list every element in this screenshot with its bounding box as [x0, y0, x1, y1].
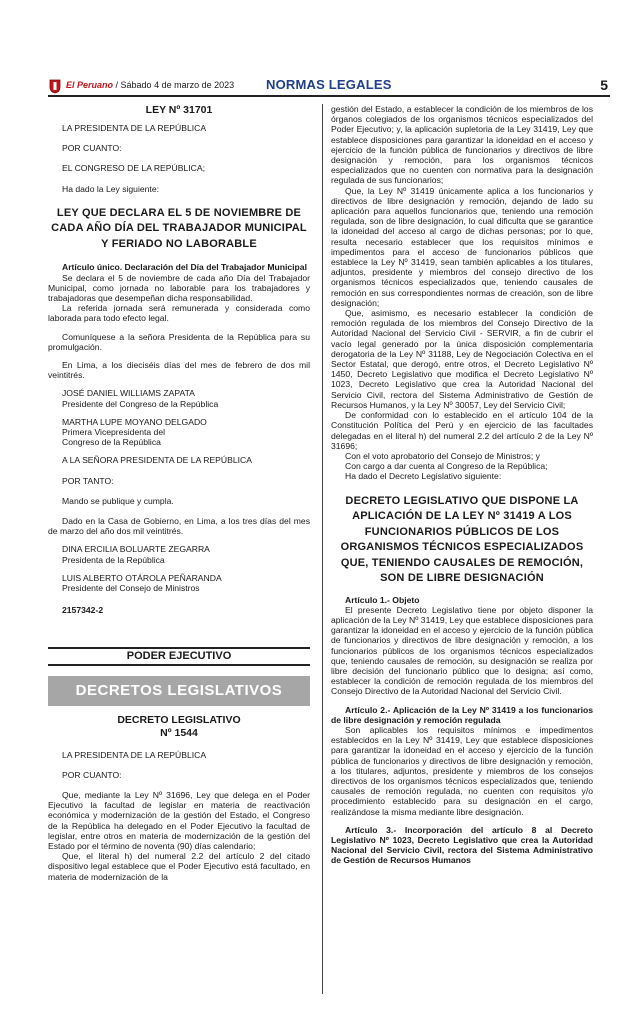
coat-of-arms-icon — [48, 78, 62, 94]
signatory-role: Presidente del Congreso de la República — [62, 398, 219, 409]
decree-heading: DECRETO LEGISLATIVO QUE DISPONE LA APLICACIÓN DE LA LEY Nº 31419 A LOS FUNCIONARIOS PÚBLICOS DE LOS ORGANISMOS TÉCNICOS ESPECIALIZADOS QUE, TENIENDO CAUSALES DE REMOCIÓN, SON DE LIBRE DESIGNACIÓN — [340, 494, 584, 585]
decree-paragraph: Que, asimismo, es necesario establecer la condición de remoción regulada de los miembros del Consejo Directivo de la Autoridad Nacional del Servicio Civil - SERVIR, a fin de cubrir el vacío legal generado por la única disposición complementaria derogatoria de la Ley Nº 31188, Ley de Negociación Colectiva en el Sector Estatal, que derogó, entre otros, el Decreto Legislativo Nº 1450, Decreto Legislativo que modifica el Decreto Legislativo Nº 1023, Decreto Legislativo que crea la Autoridad Nacional del Servicio Civil, rectora del Sistema Administrativo de Gestión de Recursos Humanos, y la Ley Nº 30057, Ley del Servicio Civil; — [331, 308, 593, 410]
page-header — [48, 76, 610, 98]
signature-block — [48, 573, 310, 593]
header-rule — [48, 95, 610, 97]
publication-date: / Sábado 4 de marzo de 2023 — [115, 80, 235, 90]
article-paragraph: Se declara el 5 de noviembre de cada año Día del Trabajador Municipal, como jornada no laborable para los trabajadores y trabajadoras que desempeñan dicha responsabilidad. — [48, 272, 310, 303]
decree-title: DECRETO LEGISLATIVO — [117, 713, 241, 726]
law-preamble-3: EL CONGRESO DE LA REPÚBLICA; — [62, 163, 205, 174]
decree-preamble-2: POR CUANTO: — [62, 769, 122, 780]
decree-paragraph: Ha dado el Decreto Legislativo siguiente: — [345, 471, 502, 482]
law-title: LEY Nº 31701 — [145, 104, 213, 116]
mando-text: Mando se publique y cumpla. — [62, 495, 174, 506]
signatory-name: LUIS ALBERTO OTÁROLA PEÑARANDA — [62, 572, 222, 583]
left-column — [48, 104, 310, 882]
decree-number: Nº 1544 — [160, 726, 198, 739]
publication-line — [66, 80, 234, 90]
publication-name: El Peruano — [66, 80, 114, 90]
decree-paragraph: Con el voto aprobatorio del Consejo de Ministros; y — [345, 450, 540, 461]
article-2-text: Son aplicables los requisitos mínimos e impedimentos establecidos en la Ley Nº 31419, Ley que establece disposiciones para garantizar la idoneidad en el acceso y ejercicio de la función pública de funcionarios y directivos de libre designación y remoción, a los titulares, adjuntos, presidente y miembros de los consejos directivos de los organismos técnicos especializados que, teniendo causales de remoción regulada, no cuenten con requisitos y/o procedimiento establecido para su designación en el cargo, realizándose la misma mediante libre designación. — [331, 724, 593, 817]
signatory-role: Primera Vicepresidenta del — [62, 426, 166, 437]
article-1-title: Artículo 1.- Objeto — [345, 594, 420, 605]
article-1-text: El presente Decreto Legislativo tiene por objeto disponer la aplicación de la Ley Nº 31419, Ley que establece disposiciones para garantizar la idoneidad en el acceso y ejercicio de la función pública de funcionarios y directivos de libre designación y remoción, a los funcionarios públicos de los organismos técnicos especializados que, teniendo causales de remoción, su designación se realiza por libre decisión del funcionario público que lo designa; así como, establecer la condición de remoción regulada de los miembros del Consejo Directivo de la Autoridad Nacional del Servicio Civil. — [331, 604, 593, 697]
law-heading: LEY QUE DECLARA EL 5 DE NOVIEMBRE DE CADA AÑO DÍA DEL TRABAJADOR MUNICIPAL Y FERIADO NO LABORABLE — [51, 206, 307, 250]
law-preamble-2: POR CUANTO: — [62, 143, 122, 154]
signature-block — [48, 388, 310, 408]
date-place-text: En Lima, a los dieciséis días del mes de febrero de dos mil veintitrés. — [48, 359, 310, 381]
column-divider — [322, 104, 323, 994]
law-preamble-1: LA PRESIDENTA DE LA REPÚBLICA — [62, 123, 207, 133]
addressee-line: A LA SEÑORA PRESIDENTA DE LA REPÚBLICA — [62, 455, 252, 466]
decretos-legislativos-banner: DECRETOS LEGISLATIVOS — [48, 676, 310, 706]
signatory-role: Presidente del Consejo de Ministros — [62, 582, 200, 593]
signatory-name: DINA ERCILIA BOLUARTE ZEGARRA — [62, 544, 210, 555]
decree-paragraph: Con cargo a dar cuenta al Congreso de la República; — [345, 461, 548, 472]
signatory-name: JOSÉ DANIEL WILLIAMS ZAPATA — [62, 388, 195, 399]
article-paragraph: La referida jornada será remunerada y considerada como laborada para todo efecto legal. — [48, 303, 310, 324]
communication-text: Comuníquese a la señora Presidenta de la República para su promulgación. — [48, 331, 310, 352]
por-tanto: POR TANTO: — [62, 475, 114, 486]
decree-paragraph: Que, el literal h) del numeral 2.2 del artículo 2 del citado dispositivo legal establece que el Poder Ejecutivo está facultado, en materia de modernización de la — [48, 851, 310, 882]
article-3-title: Artículo 3.- Incorporación del artículo 8 al Decreto Legislativo Nº 1023, Decreto Legislativo que crea la Autoridad Nacional del Servicio Civil, rectora del Sistema Administrativo de Gestión de Recursos Humanos — [331, 824, 593, 866]
page-number: 5 — [600, 77, 608, 93]
law-preamble-4: Ha dado la Ley siguiente: — [62, 183, 159, 194]
article-2-title: Artículo 2.- Aplicación de la Ley Nº 31419 a los funcionarios de libre designación y remoción regulada — [331, 704, 593, 725]
decree-paragraph: Que, mediante la Ley Nº 31696, Ley que delega en el Poder Ejecutivo la facultad de legislar en materia de reactivación económica y modernización de la gestión del Estado, el Congreso de la República ha delegado en el Poder Ejecutivo la facultad de legislar, entre otros en materia de modernización de la gestión del Estado por el término de noventa (90) días calendario; — [48, 790, 310, 852]
right-column — [331, 104, 593, 866]
decree-paragraph: De conformidad con lo establecido en el artículo 104 de la Constitución Política del Perú y en ejercicio de las facultades delegadas en el literal h) del numeral 2.2 del artículo 2 de la Ley Nº 31696; — [331, 410, 593, 451]
section-title: NORMAS LEGALES — [266, 77, 392, 92]
signature-block — [48, 544, 310, 564]
signature-block — [48, 417, 310, 448]
decree-preamble-1: LA PRESIDENTA DE LA REPÚBLICA — [62, 749, 207, 760]
signatory-role: Congreso de la República — [62, 437, 161, 448]
article-title: Artículo único. Declaración del Día del Trabajador Municipal — [62, 262, 307, 273]
decree-paragraph: Que, la Ley Nº 31419 únicamente aplica a los funcionarios y directivos de libre designación y remoción, dejando de lado su aplicación para aquellos funcionarios que, teniendo una remoción regulada, son de libre designación, lo cual dificulta que se garantice la idoneidad del acceso al cargo de dichas personas; por lo que, resulta necesario establecer que los requisitos mínimos e impedimentos para el acceso de funcionarios públicos que establece la Ley Nº 31419, sean también aplicables a los titulares, adjuntos, presidente y miembros del consejo directivo de los organismos técnicos especializados que, teniendo causales de remoción en sus correspondientes normas de creación, son de libre designación; — [331, 185, 593, 308]
publication-code: 2157342-2 — [62, 605, 104, 616]
section-heading-poder-ejecutivo: PODER EJECUTIVO — [48, 647, 310, 665]
signatory-role: Presidenta de la República — [62, 554, 165, 565]
signatory-name: MARTHA LUPE MOYANO DELGADO — [62, 416, 207, 427]
decree-paragraph: gestión del Estado, a establecer la condición de los miembros de los órganos colegiados de los organismos técnicos especializados del Poder Ejecutivo; y, la aplicación supletoria de la Ley 31419, Ley que establece disposiciones para garantizar la idoneidad en el acceso y ejercicio de la función pública de funcionarios y directivos de libre designación y remoción, para los organismos técnicos especializados que no cuenten con normativa para la designación regulada de sus funcionarios; — [331, 104, 593, 186]
dado-text: Dado en la Casa de Gobierno, en Lima, a los tres días del mes de marzo del año dos mil veintitrés. — [48, 515, 310, 537]
